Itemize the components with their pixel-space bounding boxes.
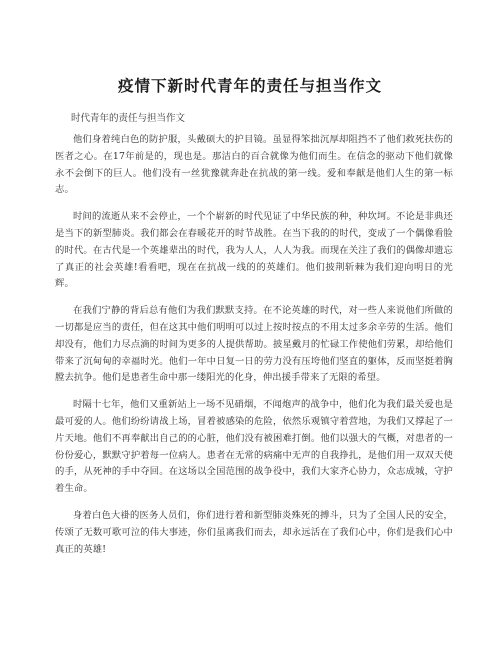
document-title: 疫情下新时代青年的责任与担当作文 [117,77,382,95]
paragraph: 时间的流逝从来不会停止，一个个崭新的时代见证了中华民族的种，种坎坷。不论是非典还是当下的新型肺炎。我们都会在春暖花开的时节战胜。在当下我的的时代，变成了一个偶像看脸的时代。在古代是一个英雄辈出的时代，我为人人，人人为我。而现在关注了我们的偶像却遗忘了真正的社会英雄!看看吧，现在在抗战一线的的英雄们。他们披荆斩棘为我们迎向明日的光辉。 [55,211,453,290]
paragraph: 时隔十七年，他们又重新站上一场不见硝烟，不闻炮声的战争中，他们化为我们最关爱也是最可爱的人。他们纷纷请战上场，冒着被感染的危险，依然乐观镇守着营地，为我们又撑起了一片天地。他们不再奉献出自己的的心脏，他们没有被困难打倒。他们以强大的气概，对患者的一份份爱心，默默守护着每一位病人。患者在无常的病痛中无声的自我挣扎，是他们用一双双天使的手，从死神的手中夺回。在这场以全国范围的战争役中，我们大家齐心协力，众志成城，守护着生命。 [55,399,453,495]
document-subtitle: 时代青年的责任与担当作文 [71,113,186,124]
paragraph: 身着白色大褂的医务人员们，你们进行着和新型肺炎殊死的搏斗，只为了全国人民的安全，传颂了无数可歌可泣的伟大事迹，你们虽离我们而去，却永远活在了我们心中，你们是我们心中真正的英雄! [55,509,453,555]
paragraph: 在我们宁静的背后总有他们为我们默默支持。在不论英雄的时代，对一些人来说他们所做的一切都是应当的责任，但在这其中他们明明可以过上按时按点的不用太过多余辛劳的生活。他们却没有，他们力尽点滴的时间为更多的人提供帮助。披星戴月的忙碌工作使他们劳累，却给他们带来了沉甸甸的幸福时光。他们一年中日复一日的劳力没有压垮他们坚直的躯体，反而坚挺着胸膛去抗争。他们是患者生命中那一缕阳光的化身，伸出援手带来了无限的希望。 [55,305,453,384]
paragraph: 他们身着纯白色的防护服，头戴硕大的护目镜。虽显得笨拙沉厚却阻挡不了他们救死扶伤的医者之心。在17年前是的，现也是。那洁白的百合就像为他们而生。在信念的驱动下他们就像永不会倒下的巨人。他们没有一丝犹豫就奔赴在抗战的第一线。爱和奉献是他们人生的第一标志。 [55,134,453,196]
document-body [55,132,453,568]
